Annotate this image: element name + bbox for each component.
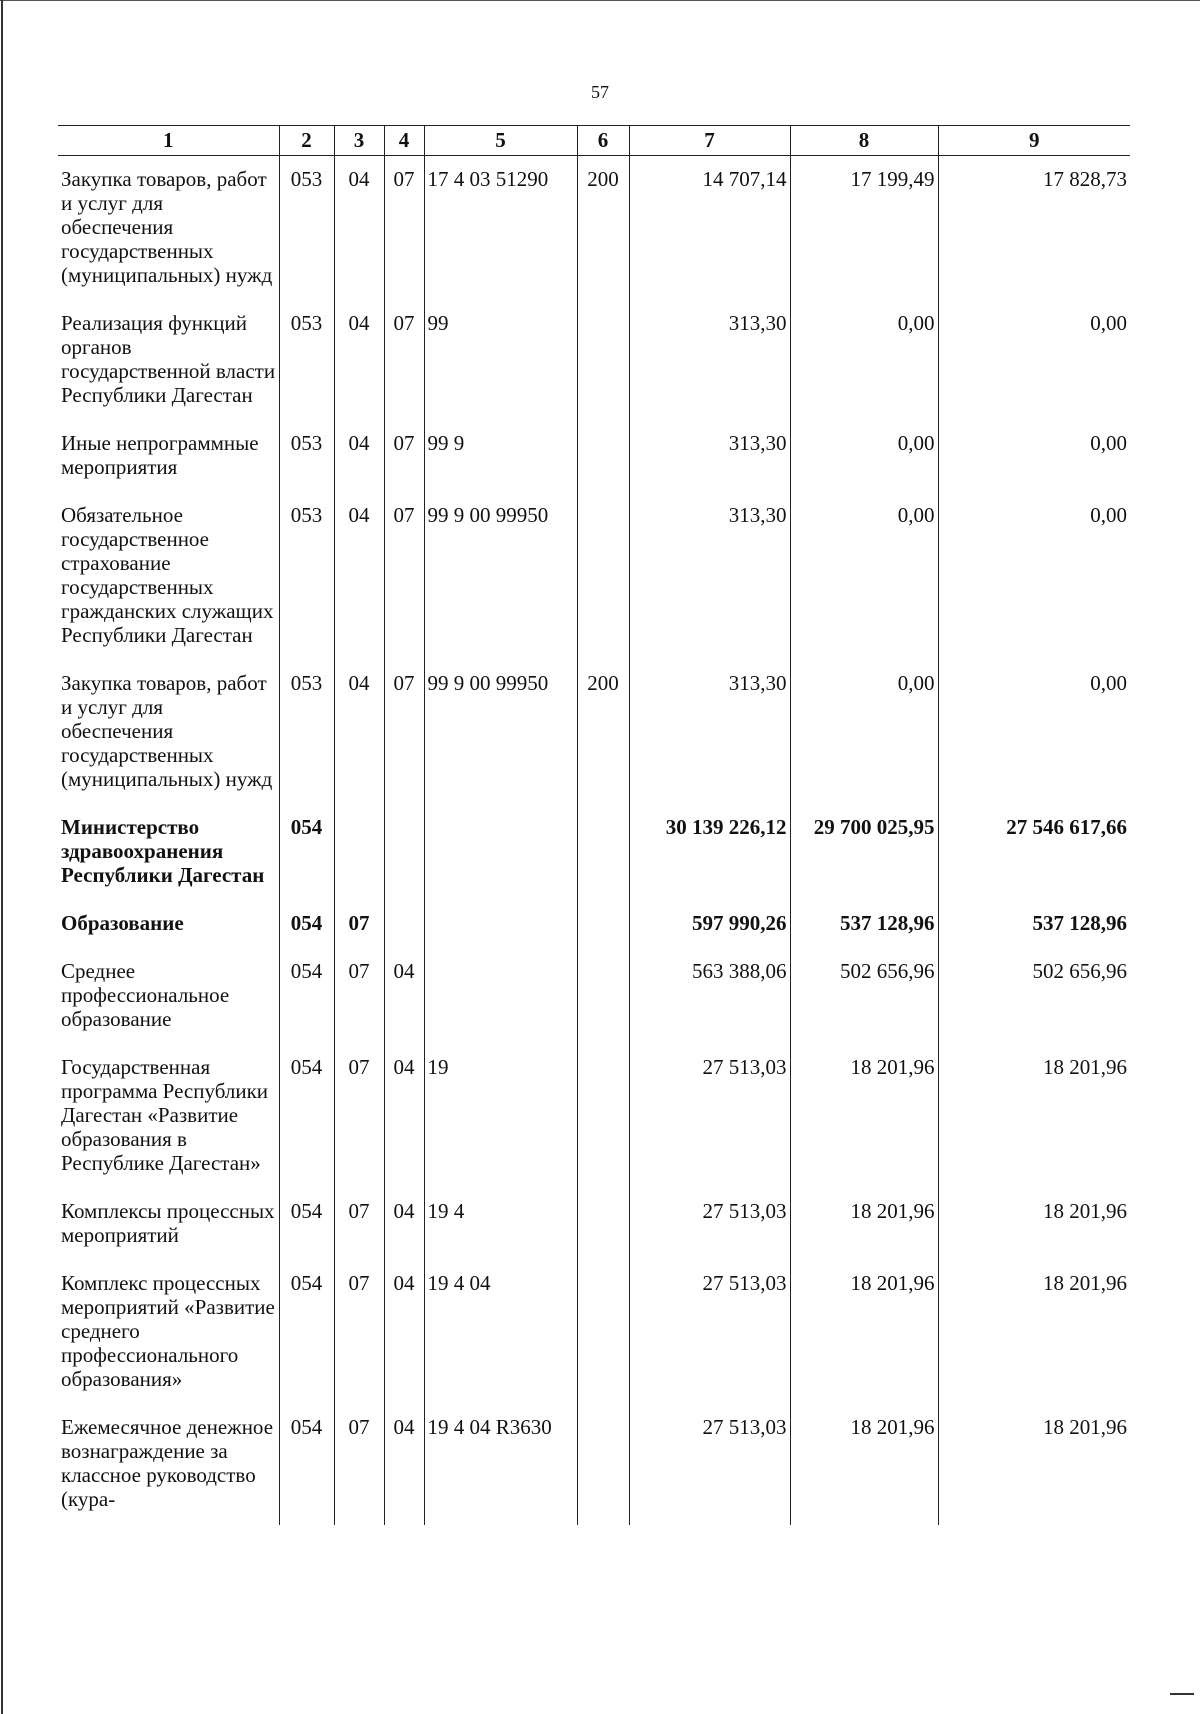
table-row: [58, 301, 1130, 421]
scan-edge-left: [1, 0, 3, 1714]
row-name-cell: Государственная программа Республики Дагестан «Развитие образования в Республике Дагестан»: [58, 1045, 279, 1189]
row-name-cell: Реализация функций органов государственной власти Республики Дагестан: [58, 301, 279, 421]
subsection-code-cell: [384, 901, 424, 949]
ministry-code-cell: 053: [279, 493, 334, 661]
subsection-code-cell: 04: [384, 1189, 424, 1261]
subsection-code-cell: 07: [384, 301, 424, 421]
target-article-cell: 19 4: [424, 1189, 577, 1261]
row-name-cell: Комплексы процессных мероприятий: [58, 1189, 279, 1261]
scan-edge-top: [0, 0, 1200, 1]
subsection-code-cell: 07: [384, 661, 424, 805]
row-name-cell: Закупка товаров, работ и услуг для обеспечения государственных (муниципальных) нужд: [58, 156, 279, 302]
section-code-cell: 04: [334, 301, 384, 421]
subsection-code-cell: 04: [384, 1261, 424, 1405]
amount-col9-cell: 502 656,96: [938, 949, 1130, 1045]
table-row: [58, 901, 1130, 949]
target-article-cell: 19 4 04: [424, 1261, 577, 1405]
amount-col7-cell: 27 513,03: [629, 1045, 790, 1189]
amount-col7-cell: 597 990,26: [629, 901, 790, 949]
subsection-code-cell: [384, 805, 424, 901]
subsection-code-cell: 04: [384, 1045, 424, 1189]
expense-type-cell: [577, 493, 629, 661]
amount-col7-cell: 30 139 226,12: [629, 805, 790, 901]
table-row: [58, 493, 1130, 661]
target-article-cell: 99 9 00 99950: [424, 661, 577, 805]
amount-col9-cell: 27 546 617,66: [938, 805, 1130, 901]
amount-col9-cell: 18 201,96: [938, 1405, 1130, 1525]
row-name-cell: Министерство здравоохранения Республики Дагестан: [58, 805, 279, 901]
target-article-cell: 17 4 03 51290: [424, 156, 577, 302]
col-header: 8: [790, 126, 938, 156]
ministry-code-cell: 054: [279, 1261, 334, 1405]
expense-type-cell: [577, 805, 629, 901]
expense-type-cell: [577, 901, 629, 949]
col-header: 9: [938, 126, 1130, 156]
ministry-code-cell: 053: [279, 661, 334, 805]
target-article-cell: 19: [424, 1045, 577, 1189]
ministry-code-cell: 054: [279, 1405, 334, 1525]
scan-edge-right: [1170, 1693, 1194, 1695]
col-header: 1: [58, 126, 279, 156]
row-name-cell: Иные непрограммные мероприятия: [58, 421, 279, 493]
target-article-cell: 99 9 00 99950: [424, 493, 577, 661]
amount-col7-cell: 27 513,03: [629, 1405, 790, 1525]
amount-col8-cell: 18 201,96: [790, 1261, 938, 1405]
col-header: 4: [384, 126, 424, 156]
table-row: [58, 1189, 1130, 1261]
section-code-cell: 07: [334, 1189, 384, 1261]
amount-col7-cell: 313,30: [629, 421, 790, 493]
target-article-cell: 99: [424, 301, 577, 421]
row-name-cell: Образование: [58, 901, 279, 949]
target-article-cell: [424, 805, 577, 901]
amount-col8-cell: 17 199,49: [790, 156, 938, 302]
col-header: 7: [629, 126, 790, 156]
section-code-cell: 04: [334, 421, 384, 493]
amount-col8-cell: 0,00: [790, 301, 938, 421]
amount-col9-cell: 0,00: [938, 493, 1130, 661]
section-code-cell: 04: [334, 156, 384, 302]
table-row: [58, 156, 1130, 302]
row-name-cell: Ежемесячное денежное вознаграждение за классное руководство (кура-: [58, 1405, 279, 1525]
table-row: [58, 661, 1130, 805]
expense-type-cell: [577, 1261, 629, 1405]
section-code-cell: 04: [334, 661, 384, 805]
amount-col9-cell: 18 201,96: [938, 1189, 1130, 1261]
amount-col8-cell: 0,00: [790, 493, 938, 661]
expense-type-cell: [577, 301, 629, 421]
page-number: 57: [591, 82, 609, 102]
budget-table: [58, 125, 1130, 1525]
section-code-cell: 07: [334, 949, 384, 1045]
target-article-cell: [424, 949, 577, 1045]
amount-col9-cell: 0,00: [938, 661, 1130, 805]
table-body: [58, 156, 1130, 1526]
subsection-code-cell: 07: [384, 156, 424, 302]
amount-col9-cell: 537 128,96: [938, 901, 1130, 949]
ministry-code-cell: 054: [279, 949, 334, 1045]
ministry-code-cell: 053: [279, 156, 334, 302]
amount-col8-cell: 537 128,96: [790, 901, 938, 949]
row-name-cell: Комплекс процессных мероприятий «Развитие среднего профессионального образования»: [58, 1261, 279, 1405]
table-row: [58, 1405, 1130, 1525]
expense-type-cell: 200: [577, 661, 629, 805]
target-article-cell: 19 4 04 R3630: [424, 1405, 577, 1525]
subsection-code-cell: 07: [384, 421, 424, 493]
amount-col7-cell: 14 707,14: [629, 156, 790, 302]
col-header: 3: [334, 126, 384, 156]
expense-type-cell: [577, 949, 629, 1045]
amount-col8-cell: 29 700 025,95: [790, 805, 938, 901]
amount-col7-cell: 563 388,06: [629, 949, 790, 1045]
section-code-cell: 07: [334, 901, 384, 949]
ministry-code-cell: 054: [279, 901, 334, 949]
amount-col8-cell: 502 656,96: [790, 949, 938, 1045]
subsection-code-cell: 04: [384, 1405, 424, 1525]
header-row: [58, 126, 1130, 156]
section-code-cell: [334, 805, 384, 901]
amount-col9-cell: 0,00: [938, 301, 1130, 421]
target-article-cell: 99 9: [424, 421, 577, 493]
amount-col7-cell: 313,30: [629, 301, 790, 421]
col-header: 6: [577, 126, 629, 156]
amount-col8-cell: 0,00: [790, 661, 938, 805]
section-code-cell: 07: [334, 1045, 384, 1189]
amount-col8-cell: 0,00: [790, 421, 938, 493]
table-row: [58, 421, 1130, 493]
amount-col7-cell: 27 513,03: [629, 1261, 790, 1405]
expense-type-cell: [577, 1189, 629, 1261]
expense-type-cell: [577, 1405, 629, 1525]
amount-col9-cell: 18 201,96: [938, 1261, 1130, 1405]
subsection-code-cell: 04: [384, 949, 424, 1045]
target-article-cell: [424, 901, 577, 949]
row-name-cell: Среднее профессиональное образование: [58, 949, 279, 1045]
section-code-cell: 07: [334, 1261, 384, 1405]
amount-col9-cell: 18 201,96: [938, 1045, 1130, 1189]
expense-type-cell: [577, 421, 629, 493]
row-name-cell: Обязательное государственное страхование государственных гражданских служащих Республики Дагестан: [58, 493, 279, 661]
col-header: 5: [424, 126, 577, 156]
table-row: [58, 949, 1130, 1045]
ministry-code-cell: 054: [279, 1045, 334, 1189]
amount-col9-cell: 17 828,73: [938, 156, 1130, 302]
expense-type-cell: [577, 1045, 629, 1189]
amount-col8-cell: 18 201,96: [790, 1405, 938, 1525]
amount-col7-cell: 313,30: [629, 661, 790, 805]
col-header: 2: [279, 126, 334, 156]
ministry-code-cell: 054: [279, 1189, 334, 1261]
table-row: [58, 805, 1130, 901]
ministry-code-cell: 053: [279, 301, 334, 421]
amount-col8-cell: 18 201,96: [790, 1045, 938, 1189]
amount-col9-cell: 0,00: [938, 421, 1130, 493]
ministry-code-cell: 054: [279, 805, 334, 901]
amount-col7-cell: 27 513,03: [629, 1189, 790, 1261]
expense-type-cell: 200: [577, 156, 629, 302]
row-name-cell: Закупка товаров, работ и услуг для обеспечения государственных (муниципальных) нужд: [58, 661, 279, 805]
table-row: [58, 1045, 1130, 1189]
section-code-cell: 04: [334, 493, 384, 661]
section-code-cell: 07: [334, 1405, 384, 1525]
subsection-code-cell: 07: [384, 493, 424, 661]
amount-col8-cell: 18 201,96: [790, 1189, 938, 1261]
table-row: [58, 1261, 1130, 1405]
ministry-code-cell: 053: [279, 421, 334, 493]
amount-col7-cell: 313,30: [629, 493, 790, 661]
